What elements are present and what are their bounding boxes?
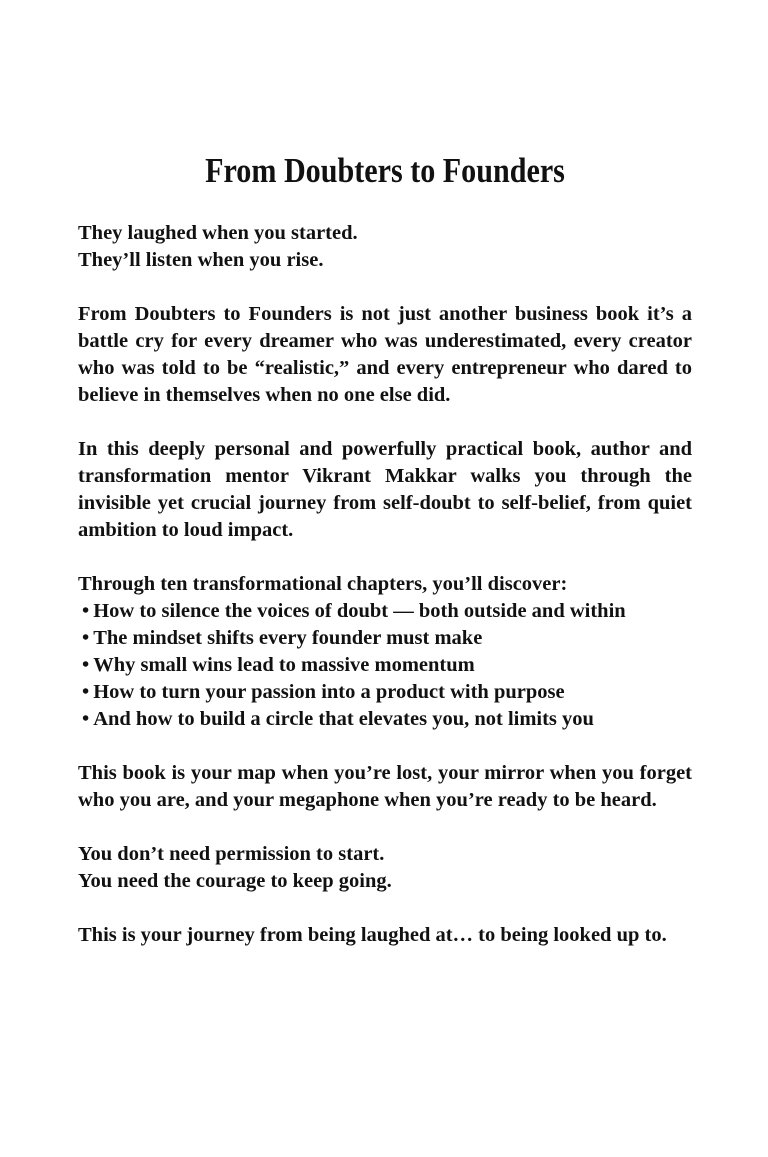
closing-line-1: You don’t need permission to start. [78, 843, 385, 865]
chapters-list [78, 598, 692, 733]
paragraph-1: From Doubters to Founders is not just another business book it’s a battle cry for every dreamer who was underestimated, every creator who was told to be “realistic,” and every entrepreneur who dared to believe in themselves when no one else did. [78, 303, 692, 406]
intro-block [78, 220, 692, 274]
list-item-text: And how to build a circle that elevates you, not limits you [93, 708, 594, 730]
bullet-icon: • [82, 600, 90, 622]
closing-line-2: You need the courage to keep going. [78, 870, 392, 892]
list-item-text: The mindset shifts every founder must make [93, 627, 483, 649]
list-item [78, 598, 692, 625]
list-item-text: Why small wins lead to massive momentum [93, 654, 475, 676]
chapters-heading: Through ten transformational chapters, you’ll discover: [78, 573, 568, 595]
intro-line-1: They laughed when you started. [78, 222, 358, 244]
list-item-text: How to turn your passion into a product with purpose [93, 681, 565, 703]
book-blurb-page [78, 150, 692, 976]
list-item [78, 625, 692, 652]
list-item [78, 679, 692, 706]
intro-line-2: They’ll listen when you rise. [78, 249, 324, 271]
bullet-icon: • [82, 654, 90, 676]
closing-block [78, 841, 692, 895]
chapters-block [78, 571, 692, 733]
bullet-icon: • [82, 681, 90, 703]
list-item [78, 706, 692, 733]
list-item [78, 652, 692, 679]
paragraph-2: In this deeply personal and powerfully practical book, author and transformation mentor Vikrant Makkar walks you through the invisible yet crucial journey from self-doubt to self-belief, from quiet ambition to loud impact. [78, 438, 692, 541]
list-item-text: How to silence the voices of doubt — both outside and within [93, 600, 626, 622]
final-line: This is your journey from being laughed at… to being looked up to. [78, 924, 667, 946]
bullet-icon: • [82, 627, 90, 649]
page-title: From Doubters to Founders [205, 151, 565, 190]
paragraph-3: This book is your map when you’re lost, your mirror when you forget who you are, and your megaphone when you’re ready to be heard. [78, 762, 692, 811]
bullet-icon: • [82, 708, 90, 730]
